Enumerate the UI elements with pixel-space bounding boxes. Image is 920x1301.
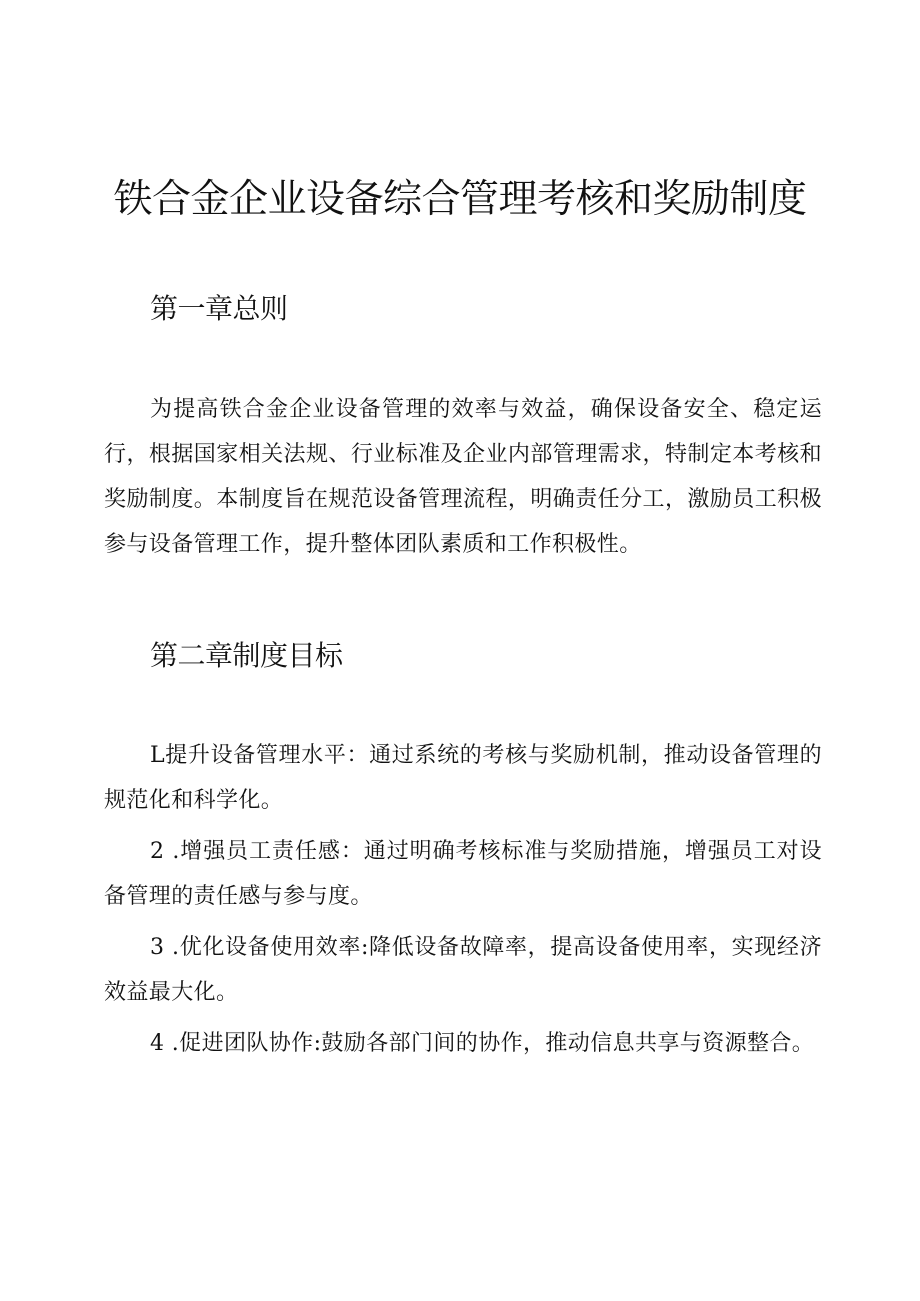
- goal-item-2: 2 .增强员工责任感：通过明确考核标准与奖励措施，增强员工对设备管理的责任感与参与度。: [104, 839, 822, 909]
- document-title: 铁合金企业设备综合管理考核和奖励制度: [113, 177, 807, 222]
- goal-item-4: 4 .促进团队协作:鼓励各部门间的协作，推动信息共享与资源整合。: [150, 1031, 815, 1056]
- goal-item-3: 3 .优化设备使用效率:降低设备故障率，提高设备使用率，实现经济效益最大化。: [104, 935, 822, 1005]
- chapter-1-paragraph: 为提高铁合金企业设备管理的效率与效益，确保设备安全、稳定运行，根据国家相关法规、行业标准及企业内部管理需求，特制定本考核和奖励制度。本制度旨在规范设备管理流程，明确责任分工，激励员工积极参与设备管理工作，提升整体团队素质和工作积极性。: [104, 397, 822, 557]
- chapter-1-heading: 第一章总则: [150, 292, 288, 325]
- chapter-2-heading: 第二章制度目标: [150, 639, 343, 672]
- goal-item-1: L提升设备管理水平：通过系统的考核与奖励机制，推动设备管理的规范化和科学化。: [104, 743, 822, 813]
